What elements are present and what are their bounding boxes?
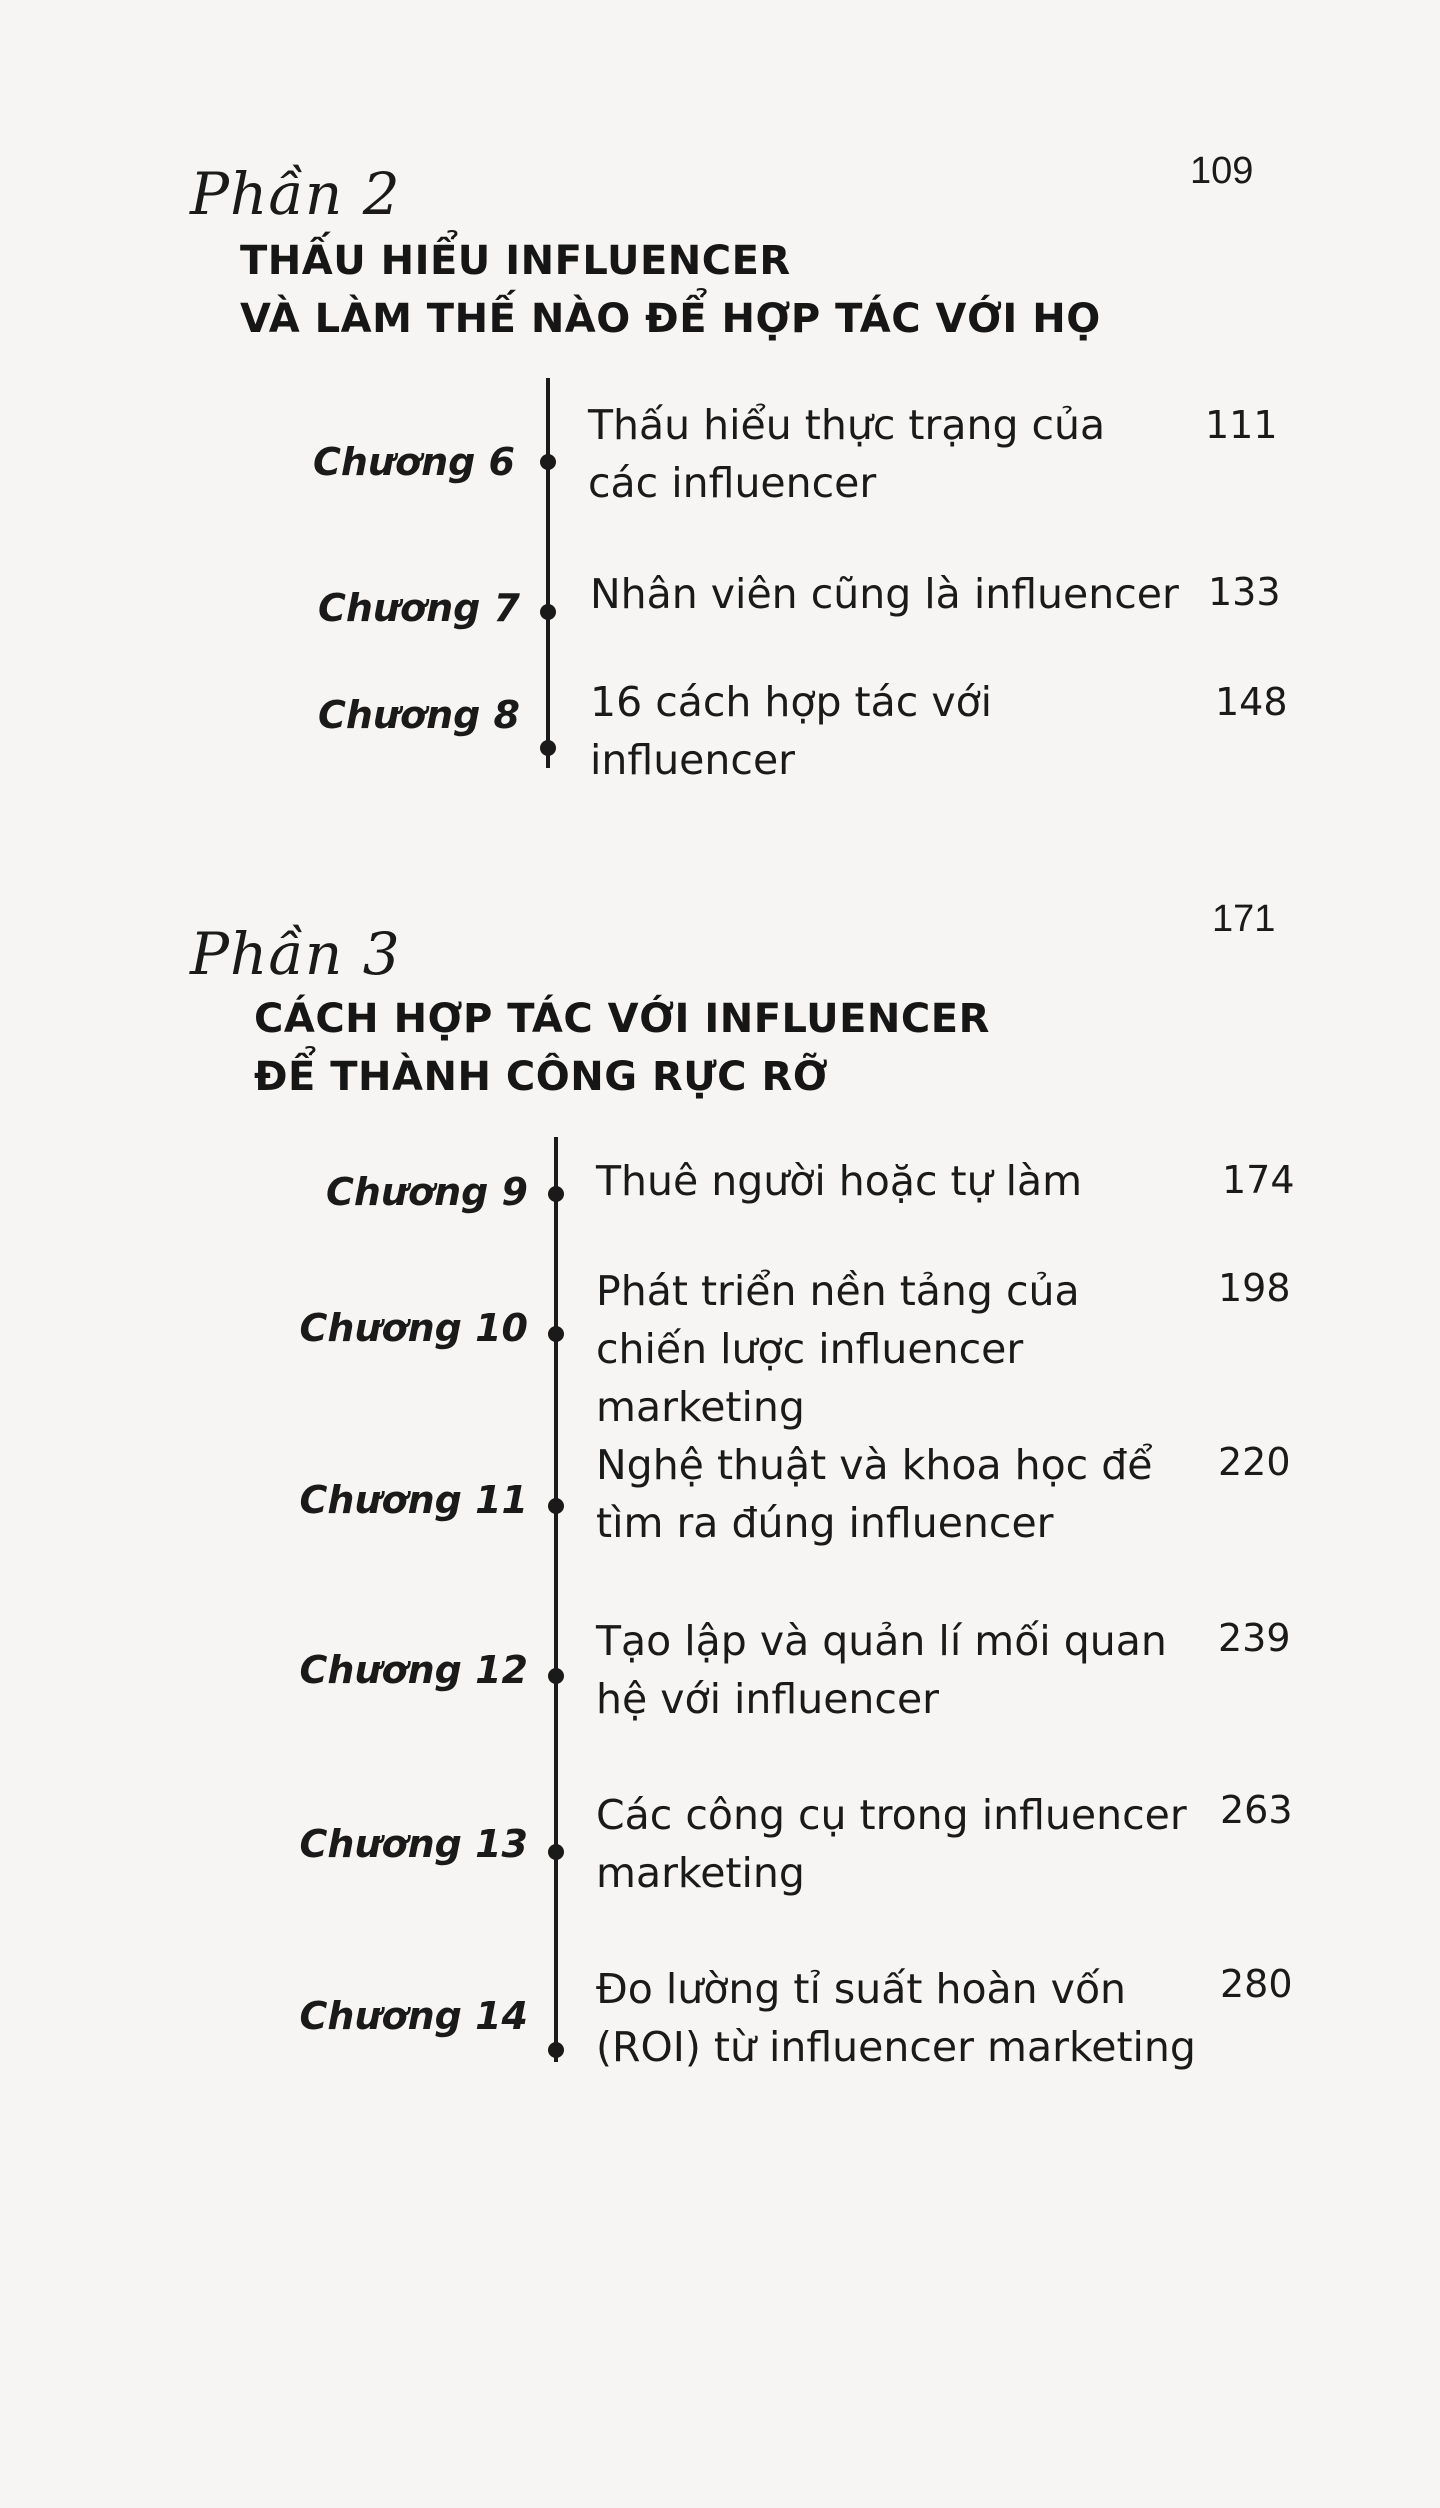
chapter-title: 16 cách hợp tác với influencer [590, 678, 993, 784]
chapter-label: Chương 11 [299, 1478, 528, 1522]
chapter-title: Tạo lập và quản lí mối quan hệ với influencer [596, 1617, 1167, 1723]
chapter-title: Thấu hiểu thực trạng của các influencer [588, 401, 1106, 507]
part-2-title-line-2: VÀ LÀM THẾ NÀO ĐỂ HỢP TÁC VỚI HỌ [240, 296, 1101, 342]
chapter-page-number: 111 [1205, 403, 1278, 447]
chapter-page-number: 280 [1220, 1962, 1293, 2006]
timeline-dot [548, 2042, 564, 2058]
part-3-title-line-2: ĐỂ THÀNH CÔNG RỰC RỠ [254, 1054, 829, 1100]
part-2-timeline [546, 378, 550, 768]
chapter-label: Chương 9 [325, 1170, 528, 1214]
part-3-heading: Phần 3 [190, 920, 401, 988]
part-3-page-number: 171 [1212, 898, 1276, 940]
chapter-title: Nghệ thuật và khoa học để tìm ra đúng influencer [596, 1441, 1153, 1547]
chapter-page-number: 148 [1215, 680, 1288, 724]
timeline-dot [548, 1186, 564, 1202]
chapter-page-number: 174 [1222, 1158, 1295, 1202]
chapter-title: Nhân viên cũng là influencer [590, 570, 1179, 618]
chapter-label: Chương 8 [317, 693, 520, 737]
chapter-label: Chương 14 [299, 1994, 528, 2038]
timeline-dot [540, 454, 556, 470]
part-3-title-line-1: CÁCH HỢP TÁC VỚI INFLUENCER [254, 996, 990, 1042]
chapter-page-number: 133 [1208, 570, 1281, 614]
chapter-title: Các công cụ trong influencer marketing [596, 1791, 1187, 1897]
timeline-dot [540, 740, 556, 756]
part-3-title [254, 990, 990, 1106]
part-2-title [240, 232, 1101, 348]
chapter-label: Chương 12 [299, 1648, 528, 1692]
timeline-dot [548, 1326, 564, 1342]
chapter-page-number: 198 [1218, 1266, 1291, 1310]
chapter-page-number: 220 [1218, 1440, 1291, 1484]
part-2-page-number: 109 [1190, 150, 1254, 192]
chapter-title: Phát triển nền tảng của chiến lược influencer marketing [596, 1267, 1080, 1431]
chapter-page-number: 239 [1218, 1616, 1291, 1660]
timeline-dot [548, 1668, 564, 1684]
chapter-label: Chương 6 [312, 440, 515, 484]
part-2-title-line-1: THẤU HIỂU INFLUENCER [240, 238, 791, 284]
timeline-dot [548, 1498, 564, 1514]
timeline-dot [548, 1844, 564, 1860]
chapter-label: Chương 7 [317, 586, 520, 630]
chapter-label: Chương 10 [299, 1306, 528, 1350]
chapter-title: Đo lường tỉ suất hoàn vốn (ROI) từ influencer marketing [596, 1965, 1196, 2071]
timeline-dot [540, 604, 556, 620]
part-3-timeline [554, 1137, 558, 2062]
chapter-title: Thuê người hoặc tự làm [596, 1157, 1083, 1205]
chapter-label: Chương 13 [299, 1822, 528, 1866]
chapter-page-number: 263 [1220, 1788, 1293, 1832]
part-2-heading: Phần 2 [190, 160, 401, 228]
